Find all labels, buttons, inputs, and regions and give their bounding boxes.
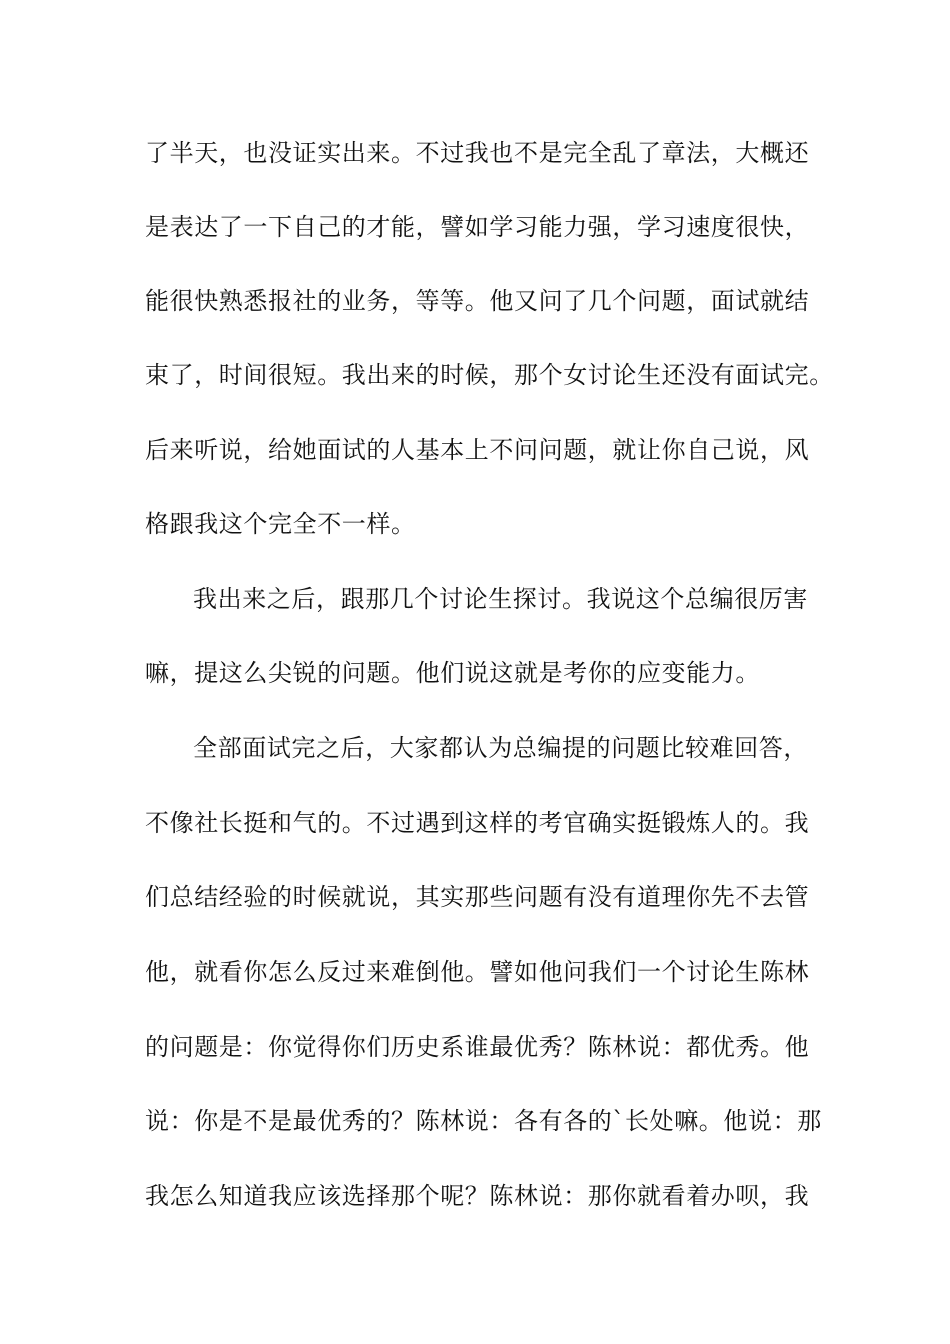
text-line: 嘛，提这么尖锐的问题。他们说这就是考你的应变能力。	[145, 659, 760, 687]
paragraph-start-line: 我出来之后，跟那几个讨论生探讨。我说这个总编很厉害	[193, 585, 808, 613]
text-line: 们总结经验的时候就说，其实那些问题有没有道理你先不去管	[145, 883, 810, 911]
text-line: 是表达了一下自己的才能，譬如学习能力强，学习速度很快，	[145, 213, 810, 241]
text-line: 他，就看你怎么反过来难倒他。譬如他问我们一个讨论生陈林	[145, 958, 810, 986]
text-line: 能很快熟悉报社的业务，等等。他又问了几个问题，面试就结	[145, 287, 810, 315]
text-line: 我怎么知道我应该选择那个呢？陈林说：那你就看着办呗，我	[145, 1182, 810, 1210]
text-line: 说：你是不是最优秀的？陈林说：各有各的`长处嘛。他说：那	[145, 1107, 822, 1135]
text-line: 不像社长挺和气的。不过遇到这样的考官确实挺锻炼人的。我	[145, 809, 810, 837]
text-line: 后来听说，给她面试的人基本上不问问题，就让你自己说，风	[145, 436, 810, 464]
text-line: 束了，时间很短。我出来的时候，那个女讨论生还没有面试完。	[145, 361, 834, 389]
paragraph-start-line: 全部面试完之后，大家都认为总编提的问题比较难回答，	[193, 734, 808, 762]
text-line: 的问题是：你觉得你们历史系谁最优秀？陈林说：都优秀。他	[145, 1033, 810, 1061]
text-line: 了半天，也没证实出来。不过我也不是完全乱了章法，大概还	[145, 139, 810, 167]
text-line: 格跟我这个完全不一样。	[145, 510, 416, 538]
